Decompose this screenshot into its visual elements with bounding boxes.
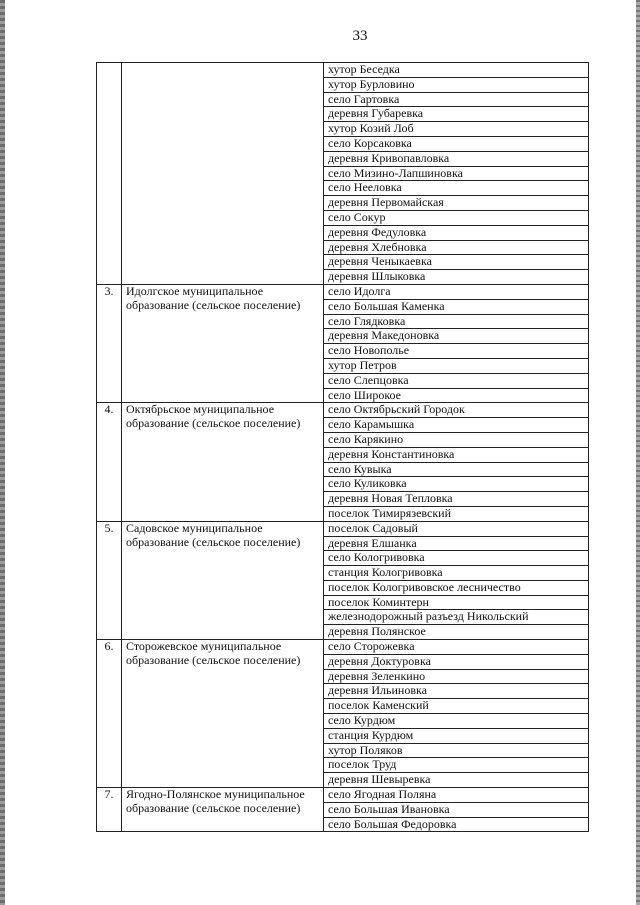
settlement-name: село Нееловка (324, 181, 589, 196)
settlement-name: деревня Зеленкино (324, 669, 589, 684)
municipality-name: Октябрьское муниципальное образование (сельское поселение) (122, 403, 324, 521)
settlement-name: село Большая Каменка (324, 299, 589, 314)
settlement-name: село Курдюм (324, 714, 589, 729)
table-row (97, 403, 589, 418)
settlement-name: железнодорожный разъезд Никольский (324, 610, 589, 625)
table-row (97, 521, 589, 536)
table-row (97, 788, 589, 803)
settlements-table (96, 62, 589, 832)
page-number: 33 (352, 28, 368, 44)
settlement-name: хутор Петров (324, 358, 589, 373)
row-number: 3. (97, 284, 122, 402)
settlement-name: село Глядковка (324, 314, 589, 329)
settlement-name: деревня Константиновка (324, 447, 589, 462)
settlement-name: хутор Поляков (324, 743, 589, 758)
settlement-name: село Широкое (324, 388, 589, 403)
scan-edge-left (0, 0, 5, 905)
municipality-name: Сторожевское муниципальное образование (сельское поселение) (122, 640, 324, 788)
settlement-name: село Сторожевка (324, 640, 589, 655)
municipality-name: Идолгское муниципальное образование (сельское поселение) (122, 284, 324, 402)
settlement-name: село Куликовка (324, 477, 589, 492)
row-number: 5. (97, 521, 122, 639)
settlement-name: станция Кологривовка (324, 566, 589, 581)
settlement-name: деревня Шлыковка (324, 270, 589, 285)
settlement-name: село Слепцовка (324, 373, 589, 388)
settlement-name: село Сокур (324, 210, 589, 225)
municipality-name: Садовское муниципальное образование (сельское поселение) (122, 521, 324, 639)
settlement-name: деревня Ильиновка (324, 684, 589, 699)
settlement-name: деревня Елшанка (324, 536, 589, 551)
table-row (97, 284, 589, 299)
settlement-name: поселок Тимирязевский (324, 506, 589, 521)
settlement-name: поселок Коминтерн (324, 595, 589, 610)
settlement-name: деревня Македоновка (324, 329, 589, 344)
settlement-name: деревня Кривопавловка (324, 151, 589, 166)
settlement-name: село Карамышка (324, 418, 589, 433)
row-number (97, 63, 122, 285)
settlement-name: деревня Первомайская (324, 196, 589, 211)
settlement-name: село Октябрьский Городок (324, 403, 589, 418)
settlement-name: хутор Козий Лоб (324, 122, 589, 137)
settlement-name: село Кувыка (324, 462, 589, 477)
settlement-name: село Гартовка (324, 92, 589, 107)
settlement-name: поселок Кологривовское лесничество (324, 580, 589, 595)
settlement-name: село Большая Федоровка (324, 817, 589, 832)
settlement-name: село Идолга (324, 284, 589, 299)
settlement-name: село Карякино (324, 432, 589, 447)
settlement-name: деревня Доктуровка (324, 654, 589, 669)
row-number: 7. (97, 788, 122, 832)
table-row (97, 63, 589, 78)
settlement-name: деревня Ченыкаевка (324, 255, 589, 270)
settlement-name: деревня Новая Тепловка (324, 492, 589, 507)
settlement-name: деревня Губаревка (324, 107, 589, 122)
table-row (97, 640, 589, 655)
settlement-name: поселок Труд (324, 758, 589, 773)
row-number: 6. (97, 640, 122, 788)
scan-edge-right (636, 0, 640, 905)
settlement-name: село Новополье (324, 344, 589, 359)
settlement-name: хутор Беседка (324, 63, 589, 78)
settlement-name: село Корсаковка (324, 136, 589, 151)
row-number: 4. (97, 403, 122, 521)
settlement-name: село Большая Ивановка (324, 802, 589, 817)
settlement-name: село Ягодная Поляна (324, 788, 589, 803)
municipality-name: Ягодно-Полянское муниципальное образование (сельское поселение) (122, 788, 324, 832)
municipality-name (122, 63, 324, 285)
settlement-name: село Кологривовка (324, 551, 589, 566)
settlement-name: станция Курдюм (324, 728, 589, 743)
settlement-name: деревня Хлебновка (324, 240, 589, 255)
settlement-name: деревня Шевыревка (324, 773, 589, 788)
settlement-name: деревня Полянское (324, 625, 589, 640)
settlement-name: поселок Садовый (324, 521, 589, 536)
settlement-name: деревня Федуловка (324, 225, 589, 240)
settlement-name: поселок Каменский (324, 699, 589, 714)
settlement-name: хутор Бурловино (324, 77, 589, 92)
settlement-name: село Мизино-Лапшиновка (324, 166, 589, 181)
